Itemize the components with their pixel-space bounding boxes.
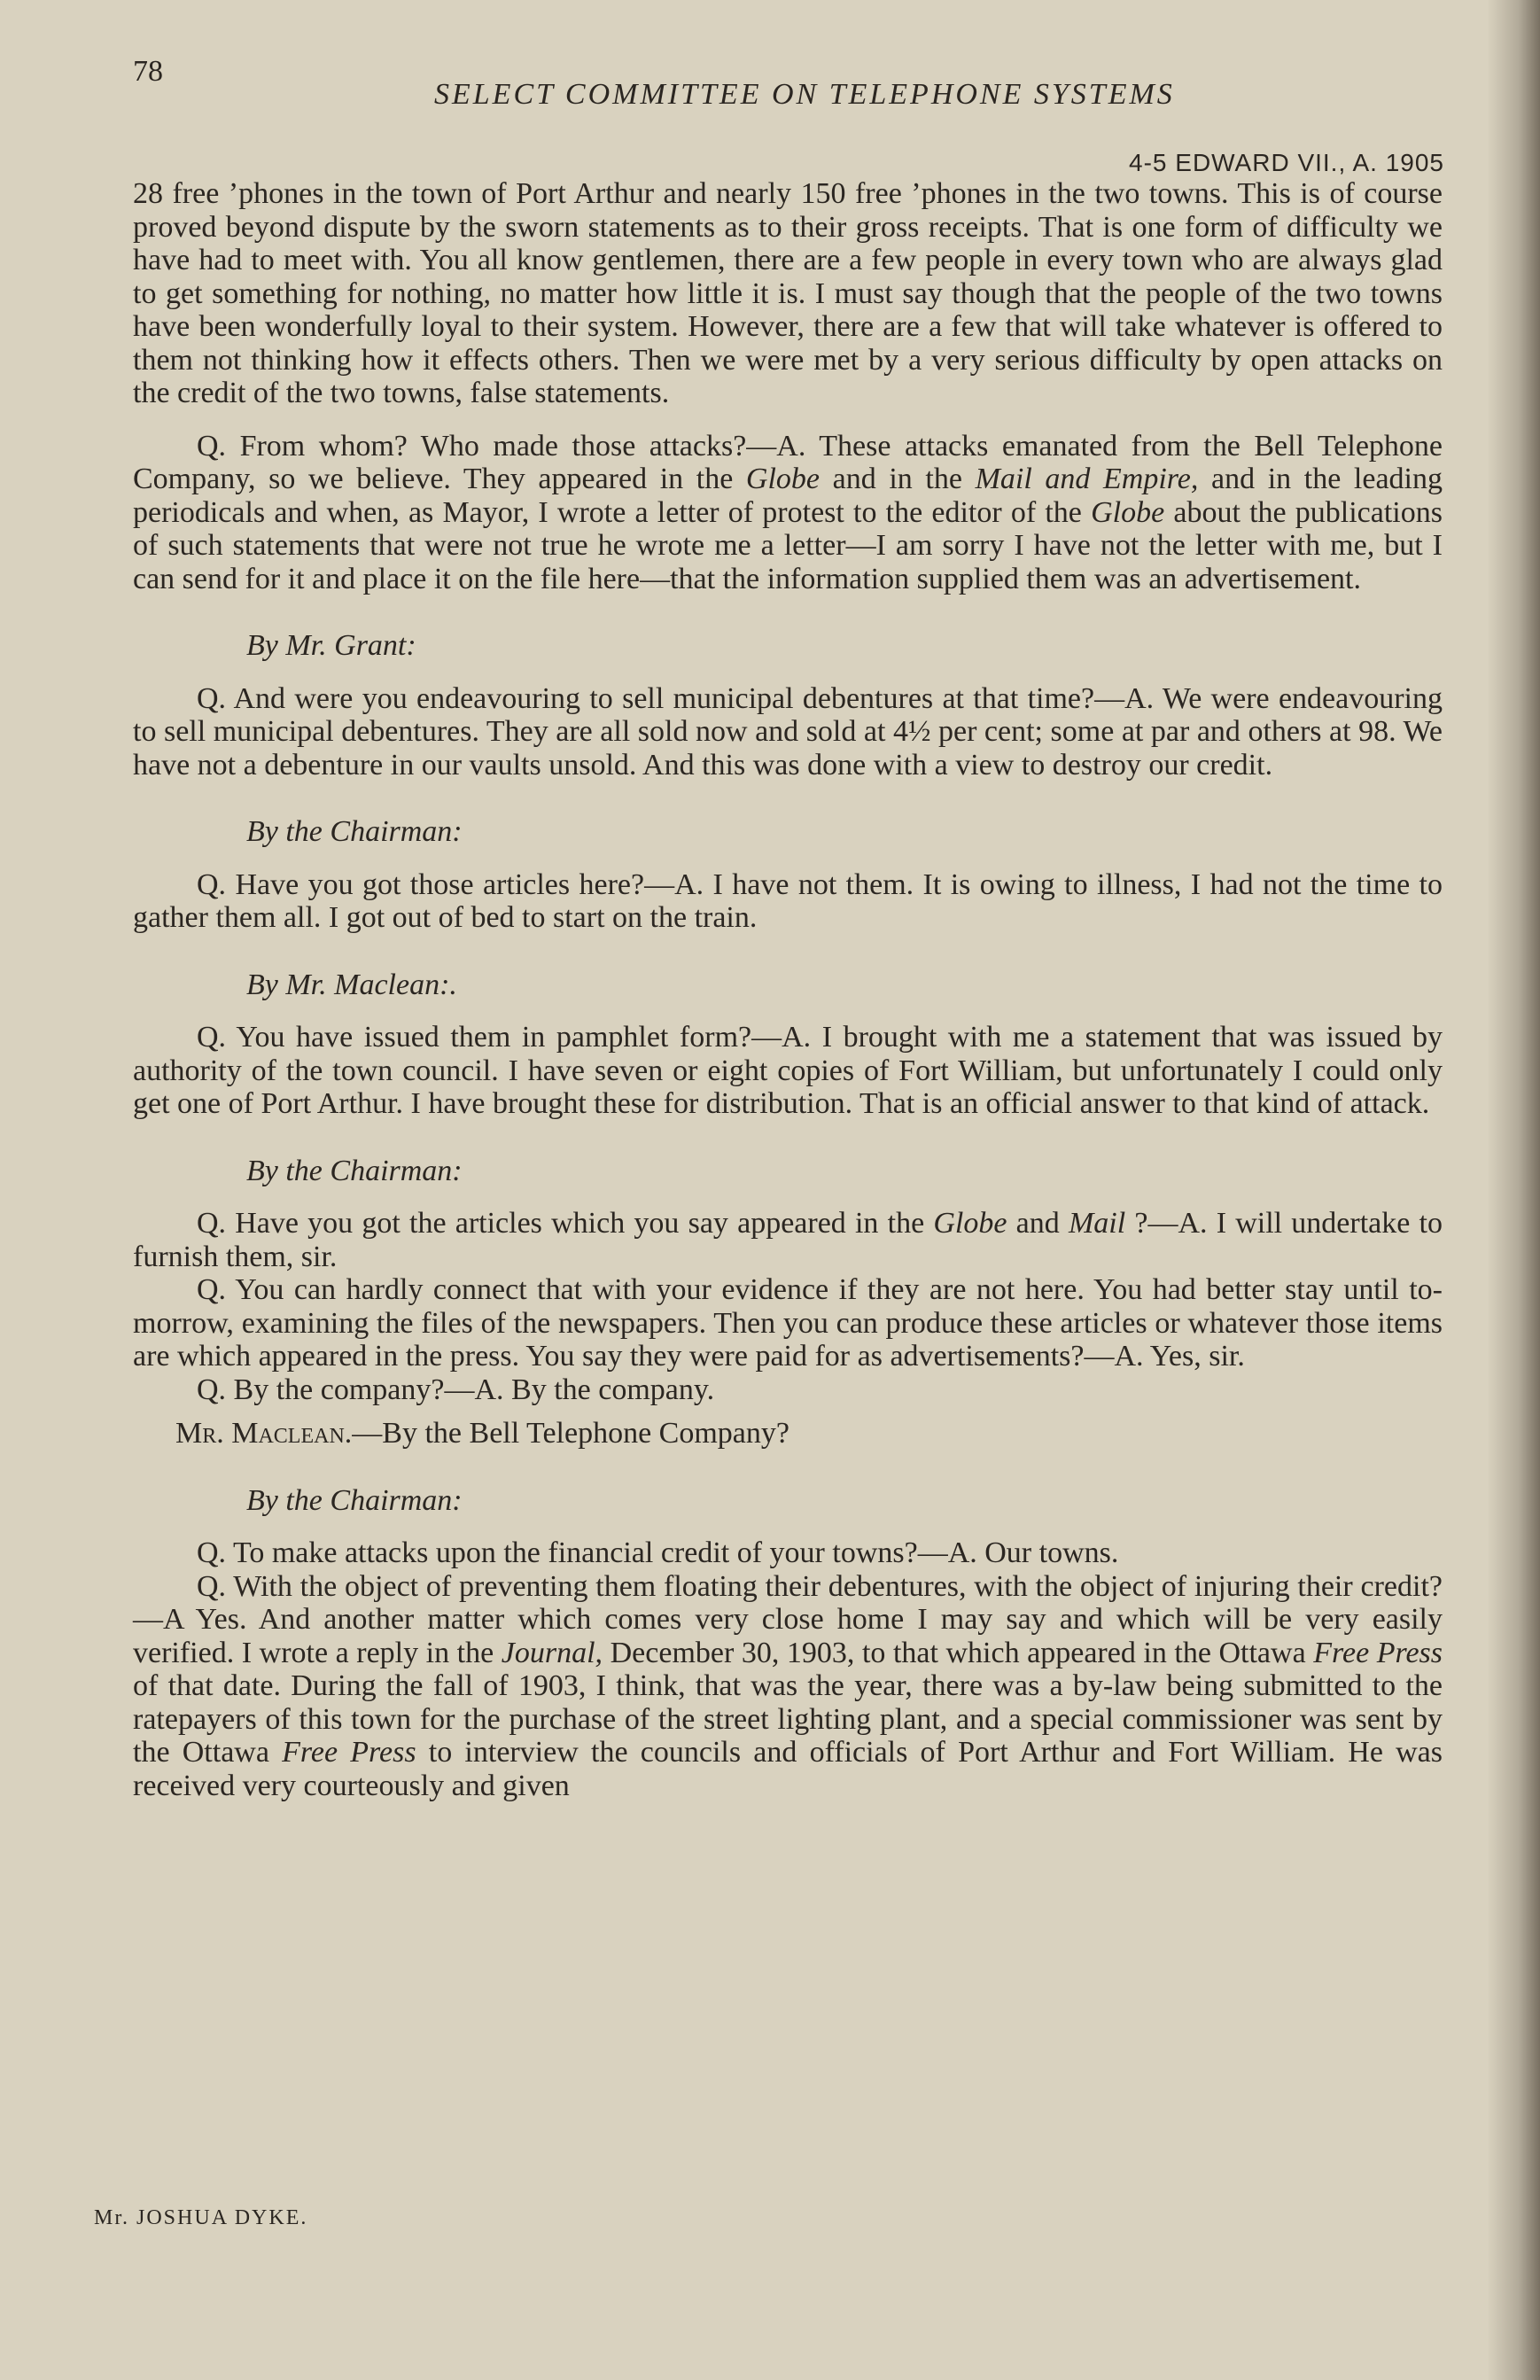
paragraph-1: 28 free ’phones in the town of Port Arthur and nearly 150 free ’phones in the two towns. This is of course proved beyond dispute by the sworn statements as to their gross receipts. That is one form of difficulty we have had to meet with. You all know gentlemen, there are a few people in every town who are always glad to get something for nothing, no matter how little it is. I must say though that the people of the two towns have been wonderfully loyal to their system. However, there are a few that will take whatever is offered to them not thinking how it effects others. Then we were met by a very serious difficulty by open attacks on the credit of the two towns, false statements.: [133, 177, 1443, 409]
body-text: [133, 177, 1443, 1802]
paragraph-6: Q. Have you got the articles which you say appeared in the Globe and Mail ?—A. I will undertake to furnish them, sir.: [133, 1207, 1443, 1273]
paragraph-10: Q. To make attacks upon the financial credit of your towns?—A. Our towns.: [197, 1536, 1119, 1569]
heading-by-mr-maclean: By Mr. Maclean:.: [246, 968, 457, 1001]
paragraph-3: Q. And were you endeavouring to sell municipal debentures at that time?—A. We were endeavouring to sell municipal debentures. They are all sold now and sold at 4½ per cent; some at par and others at 98. We have not a debenture in our vaults unsold. And this was done with a view to destroy our credit.: [133, 681, 1443, 782]
page-edge-shadow: [1487, 0, 1540, 2380]
running-head: SELECT COMMITTEE ON TELEPHONE SYSTEMS: [434, 78, 1175, 111]
heading-by-the-chairman: By the Chairman:: [246, 1154, 463, 1187]
witness-name: Mr. JOSHUA DYKE.: [94, 2206, 308, 2229]
paragraph-8: Q. By the company?—A. By the company.: [197, 1373, 715, 1406]
paragraph-11: Q. With the object of preventing them floating their debentures, with the object of injuring their credit?—A Yes. And another matter which comes very close home I may say and which will be very easily verified. I wrote a reply in the Journal, December 30, 1903, to that which appeared in the Ottawa Free Press of that date. During the fall of 1903, I think, that was the year, there was a by-law being submitted to the ratepayers of this town for the purchase of the street lighting plant, and a special commissioner was sent by the Ottawa Free Press to interview the councils and officials of Port Arthur and Fort William. He was received very courteously and given: [133, 1569, 1443, 1802]
page-number: 78: [133, 55, 163, 88]
paragraph-9: Mr. Maclean.—By the Bell Telephone Company?: [175, 1417, 789, 1450]
paragraph-5: Q. You have issued them in pamphlet form?—A. I brought with me a statement that was issued by authority of the town council. I have seven or eight copies of Fort William, but unfortunately I could only get one of Port Arthur. I have brought these for distribution. That is an official answer to that kind of attack.: [133, 1021, 1443, 1120]
paragraph-7: Q. You can hardly connect that with your evidence if they are not here. You had better stay until to-morrow, examining the files of the newspapers. Then you can produce these articles or whatever those items are which appeared in the press. You say they were paid for as advertisements?—A. Yes, sir.: [133, 1273, 1443, 1373]
paragraph-4: Q. Have you got those articles here?—A. I have not them. It is owing to illness, I had not the time to gather them all. I got out of bed to start on the train.: [133, 867, 1443, 934]
session-label: 4-5 EDWARD VII., A. 1905: [1129, 149, 1444, 176]
heading-by-mr-grant: By Mr. Grant:: [246, 629, 416, 662]
paragraph-2: Q. From whom? Who made those attacks?—A. These attacks emanated from the Bell Telephone Company, so we believe. They appeared in the Globe and in the Mail and Empire, and in the leading periodicals and when, as Mayor, I wrote a letter of protest to the editor of the Globe about the publications of such statements that were not true he wrote me a letter—I am sorry I have not the letter with me, but I can send for it and place it on the file here—that the information supplied them was an advertisement.: [133, 429, 1443, 595]
heading-by-the-chairman: By the Chairman:: [246, 1483, 463, 1517]
heading-by-the-chairman: By the Chairman:: [246, 815, 463, 848]
